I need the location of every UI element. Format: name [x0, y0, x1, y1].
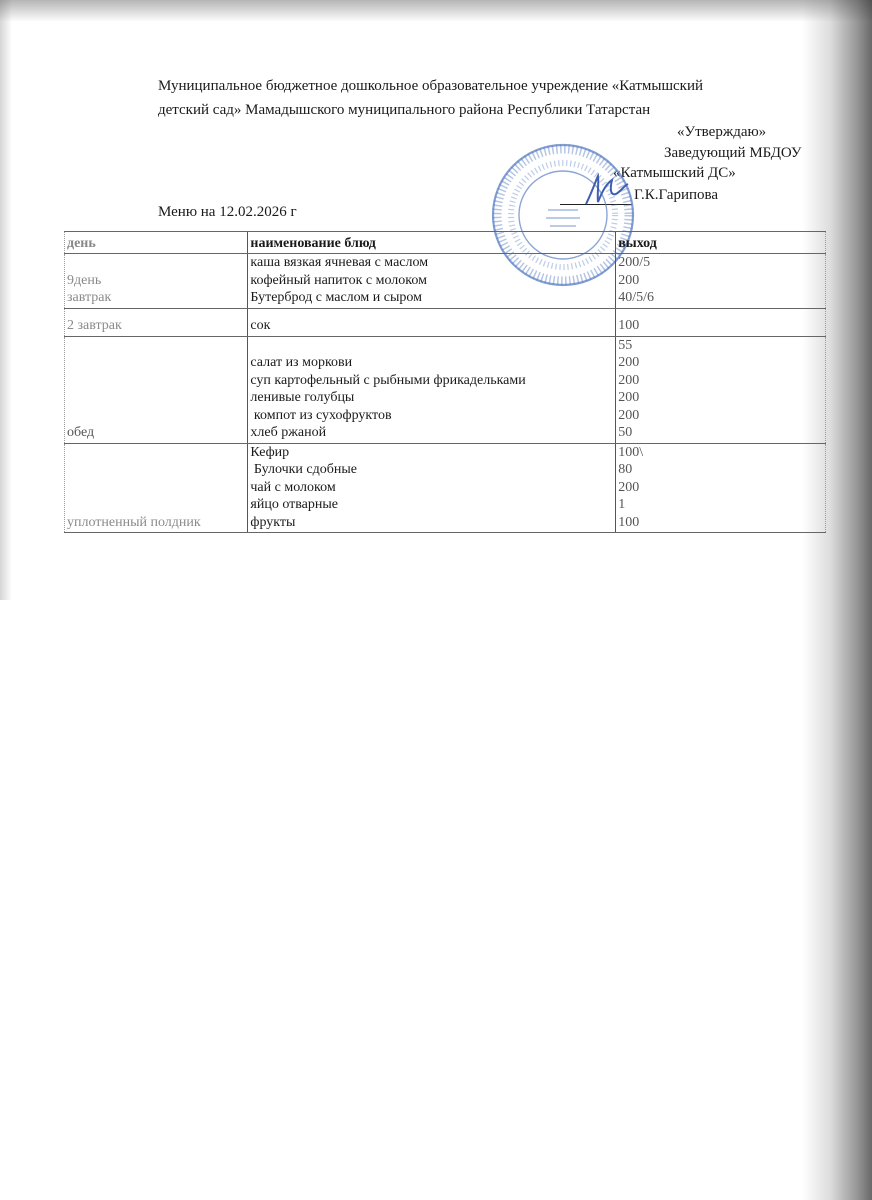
dish-yield: 55 [618, 337, 633, 353]
dish-yield: 200 [618, 390, 640, 405]
yields-cell [616, 308, 826, 336]
column-header-dish: наименование блюд [248, 232, 616, 254]
institution-name-line-2: детский сад» Мамадышского муниципального района Республики Татарстан [158, 102, 651, 118]
dish-yield: 200/5 [618, 255, 651, 270]
dish-name: каша вязкая ячневая с маслом [250, 255, 429, 270]
dish-yield: 50 [618, 425, 633, 440]
dish-yield: 200 [618, 355, 640, 370]
dish-name: компот из сухофруктов [250, 407, 392, 423]
dishes-cell [248, 443, 616, 533]
dish-name: хлеб ржаной [250, 425, 327, 440]
table-row [65, 254, 826, 309]
scan-shadow-top [0, 0, 872, 22]
table-row [65, 308, 826, 336]
dish-name: Булочки сдобные [250, 462, 357, 477]
dish-yield: 100 [618, 514, 640, 530]
dish-yield: 200 [618, 407, 640, 423]
meal-cell [65, 443, 248, 533]
dish-yield: 200 [618, 479, 640, 495]
meal-label: 2 завтрак [67, 318, 122, 333]
yields-cell [616, 254, 826, 309]
dish-name: Кефир [250, 444, 290, 460]
meal-cell [65, 308, 248, 336]
dish-name: чай с молоком [250, 479, 336, 495]
dishes-cell [248, 336, 616, 443]
meal-cell [65, 254, 248, 309]
institution-name-line-1: Муниципальное бюджетное дошкольное образовательное учреждение «Катмышский [158, 78, 704, 94]
signature [572, 170, 632, 210]
dish-name: фрукты [250, 514, 296, 530]
dish-yield: 200 [618, 372, 640, 388]
menu-date-title: Меню на 12.02.2026 г [158, 204, 297, 220]
meal-label: уплотненный полдник [67, 514, 201, 530]
dish-name: салат из моркови [250, 355, 353, 370]
dishes-cell [248, 254, 616, 309]
column-header-yield: выход [616, 232, 826, 254]
dishes-cell [248, 308, 616, 336]
dish-name: Бутерброд с маслом и сыром [250, 290, 422, 305]
dish-name: яйцо отварные [250, 497, 338, 512]
meal-label: 9день [67, 272, 102, 288]
dish-yield: 40/5/6 [618, 290, 654, 305]
dish-yield: 200 [618, 272, 640, 288]
yields-cell [616, 443, 826, 533]
table-header-row [65, 232, 826, 254]
approval-organization: «Катмышский ДС» [613, 165, 736, 181]
dish-yield: 1 [618, 497, 626, 512]
approval-approve: «Утверждаю» [677, 124, 767, 140]
yields-cell [616, 336, 826, 443]
table-row [65, 443, 826, 533]
dish-yield: 100\ [618, 444, 644, 460]
approval-position: Заведующий МБДОУ [664, 145, 802, 161]
dish-yield: 80 [618, 462, 633, 477]
scan-shadow-right [802, 0, 872, 1200]
dish-name: суп картофельный с рыбными фрикадельками [250, 372, 526, 388]
meal-label: обед [67, 425, 95, 440]
meal-label: завтрак [67, 290, 112, 305]
meal-cell [65, 336, 248, 443]
approval-signatory: Г.К.Гарипова [634, 187, 719, 203]
table-row [65, 336, 826, 443]
menu-table [64, 231, 826, 533]
dish-name: сок [250, 318, 271, 333]
dish-name: ленивые голубцы [250, 390, 355, 405]
dish-name: кофейный напиток с молоком [250, 272, 427, 288]
scan-shadow-left [0, 0, 12, 600]
dish-yield: 100 [618, 318, 640, 333]
column-header-day: день [65, 232, 248, 254]
